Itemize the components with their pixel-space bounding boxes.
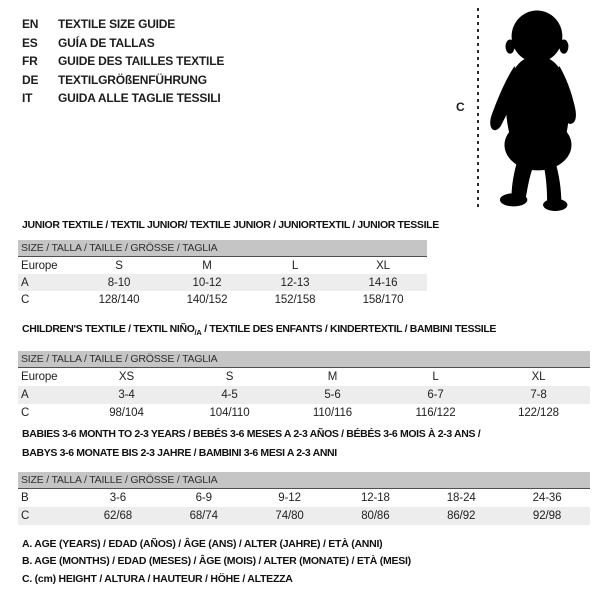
row-label: A bbox=[18, 386, 75, 404]
children-table-title-prefix: CHILDREN'S TEXTILE / TEXTIL NIÑO bbox=[22, 323, 195, 335]
size-cell: 152/158 bbox=[274, 293, 316, 306]
size-cell: 98/104 bbox=[109, 407, 144, 419]
size-header-bar: SIZE / TALLA / TAILLE / GRÖSSE / TAGLIA bbox=[18, 240, 427, 257]
language-label: TEXTILE SIZE GUIDE bbox=[58, 17, 176, 31]
language-row bbox=[22, 34, 224, 53]
size-cell: 122/128 bbox=[518, 407, 559, 419]
size-cell: 18-24 bbox=[446, 492, 476, 504]
size-cell: 110/116 bbox=[312, 407, 353, 419]
table-row bbox=[18, 257, 427, 274]
size-cell: 24-36 bbox=[532, 492, 562, 504]
junior-size-table bbox=[18, 240, 427, 308]
children-table-title-subscript: /A bbox=[194, 328, 202, 338]
table-row bbox=[18, 274, 427, 291]
size-cell: XS bbox=[118, 371, 135, 383]
language-code: FR bbox=[22, 54, 38, 68]
language-code: DE bbox=[22, 72, 39, 87]
footnote-b: B. AGE (MONTHS) / EDAD (MESES) / ÂGE (MOIS) / ALTER (MONATE) / ETÀ (MESI) bbox=[22, 555, 411, 568]
size-cell: S bbox=[115, 259, 123, 272]
language-code: ES bbox=[22, 35, 38, 50]
size-cell: 12-13 bbox=[251, 274, 339, 291]
size-cell: 6-7 bbox=[384, 386, 487, 404]
size-cell: 3-6 bbox=[109, 492, 127, 504]
size-cell: 6-9 bbox=[195, 492, 212, 504]
row-label: B bbox=[21, 492, 29, 504]
junior-table-title bbox=[22, 216, 439, 235]
size-cell: 8-10 bbox=[75, 274, 163, 291]
babies-table-title-line1: BABIES 3-6 MONTH TO 2-3 YEARS / BEBÉS 3-6 MESES A 2-3 AÑOS / BÉBÉS 3-6 MOIS À 2-3 ANS / bbox=[22, 428, 481, 440]
babies-table-title bbox=[22, 425, 480, 463]
size-cell: L bbox=[432, 371, 439, 383]
language-row bbox=[22, 15, 224, 34]
size-cell: 3-4 bbox=[75, 386, 178, 404]
row-label: Europe bbox=[21, 259, 58, 272]
size-cell: 128/140 bbox=[98, 293, 140, 306]
table-row bbox=[18, 291, 427, 308]
children-table-title-suffix: / TEXTILE DES ENFANTS / KINDERTEXTIL / BAMBINI TESSILE bbox=[201, 323, 497, 335]
size-cell: 10-12 bbox=[163, 274, 251, 291]
language-code: EN bbox=[22, 17, 39, 31]
size-cell: 116/122 bbox=[415, 407, 456, 419]
language-row bbox=[22, 71, 224, 90]
height-measure-dotted-line bbox=[477, 8, 479, 208]
children-table-title bbox=[22, 320, 496, 342]
language-label: GUIDE DES TAILLES TEXTILE bbox=[58, 54, 225, 68]
junior-table-title-text: JUNIOR TEXTILE / TEXTIL JUNIOR/ TEXTILE JUNIOR / JUNIORTEXTIL / JUNIOR TESSILE bbox=[22, 219, 439, 231]
row-label: A bbox=[18, 274, 75, 291]
size-cell: S bbox=[225, 371, 234, 383]
size-header-bar: SIZE / TALLA / TAILLE / GRÖSSE / TAGLIA bbox=[18, 472, 590, 489]
language-label: GUÍA DE TALLAS bbox=[58, 35, 155, 50]
size-cell: 158/170 bbox=[362, 293, 404, 306]
size-cell: L bbox=[291, 259, 299, 272]
size-cell: 7-8 bbox=[487, 386, 590, 404]
row-label: C bbox=[21, 407, 30, 419]
table-row bbox=[18, 507, 590, 525]
size-cell: 74/80 bbox=[247, 507, 333, 525]
size-cell: 4-5 bbox=[178, 386, 281, 404]
language-label: TEXTILGRÖßENFÜHRUNG bbox=[58, 72, 207, 87]
language-row bbox=[22, 89, 224, 108]
size-cell: 5-6 bbox=[281, 386, 384, 404]
size-cell: 92/98 bbox=[504, 507, 590, 525]
row-label: C bbox=[21, 293, 30, 306]
size-cell: 86/92 bbox=[418, 507, 504, 525]
language-row bbox=[22, 52, 224, 71]
table-row bbox=[18, 368, 590, 386]
size-cell: 80/86 bbox=[332, 507, 418, 525]
size-cell: 9-12 bbox=[278, 492, 301, 504]
babies-size-table bbox=[18, 472, 590, 525]
table-row bbox=[18, 386, 590, 404]
size-cell: 68/74 bbox=[161, 507, 247, 525]
language-label: GUIDA ALLE TAGLIE TESSILI bbox=[58, 91, 221, 105]
size-cell: XL bbox=[531, 371, 546, 383]
children-size-table bbox=[18, 351, 590, 422]
table-row bbox=[18, 404, 590, 422]
size-cell: 104/110 bbox=[209, 407, 250, 419]
size-cell: M bbox=[202, 259, 212, 272]
row-label: C bbox=[18, 507, 75, 525]
measure-footnotes bbox=[22, 536, 411, 588]
size-cell: 12-18 bbox=[360, 492, 390, 504]
height-measure-label: C bbox=[456, 100, 465, 114]
language-code: IT bbox=[22, 91, 33, 105]
size-cell: M bbox=[327, 371, 338, 383]
language-title-list bbox=[22, 15, 224, 108]
row-label: Europe bbox=[21, 371, 58, 383]
table-row bbox=[18, 489, 590, 507]
size-cell: XL bbox=[376, 259, 390, 272]
size-header-bar: SIZE / TALLA / TAILLE / GRÖSSE / TAGLIA bbox=[18, 351, 590, 368]
size-cell: 14-16 bbox=[339, 274, 427, 291]
babies-table-title-line2: BABYS 3-6 MONATE BIS 2-3 JAHRE / BAMBINI 3-6 MESI A 2-3 ANNI bbox=[22, 447, 337, 459]
footnote-a: A. AGE (YEARS) / EDAD (AÑOS) / ÂGE (ANS) / ALTER (JAHRE) / ETÀ (ANNI) bbox=[22, 538, 383, 550]
baby-silhouette-icon bbox=[486, 9, 592, 212]
size-cell: 62/68 bbox=[75, 507, 161, 525]
footnote-c: C. (cm) HEIGHT / ALTURA / HAUTEUR / HÖHE / ALTEZZA bbox=[22, 572, 293, 585]
size-cell: 140/152 bbox=[186, 293, 228, 306]
